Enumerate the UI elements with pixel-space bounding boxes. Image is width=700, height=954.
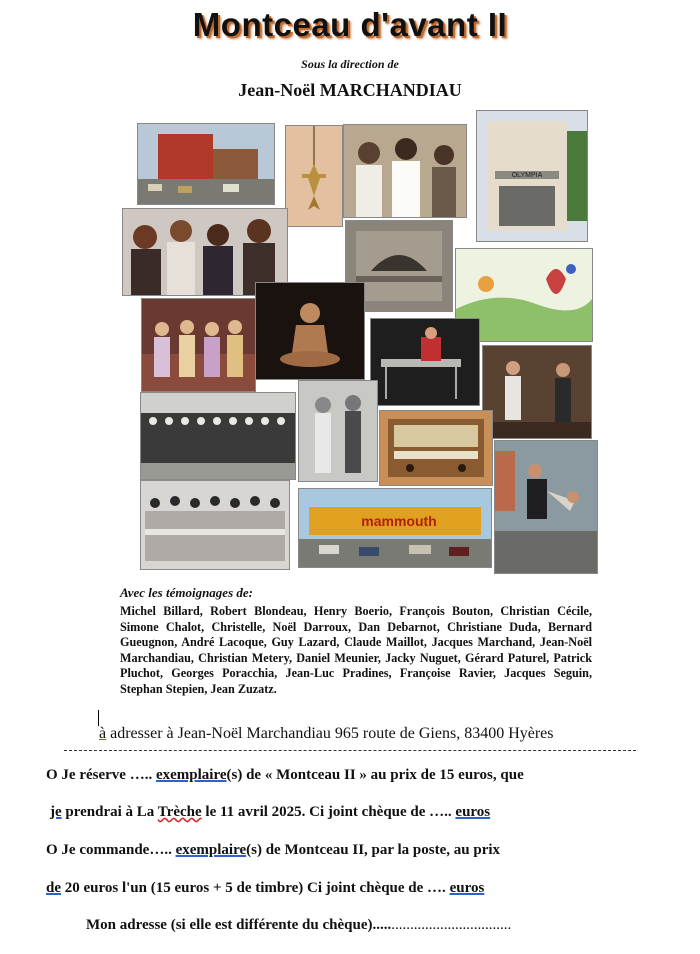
order-line-address: Mon adresse (si elle est différente du chèque).....................................	[86, 917, 512, 933]
svg-text:OLYMPIA: OLYMPIA	[511, 172, 543, 179]
dancers-street-photo	[494, 440, 598, 574]
order-line-post: de 20 euros l'un (15 euros + 5 de timbre) Ci joint chèque de …. euros	[46, 880, 485, 896]
text-cursor	[98, 710, 99, 726]
order-line-command: O Je commande….. exemplaire(s) de Montceau II, par la poste, au prix	[46, 842, 501, 858]
cinema-building-photo	[137, 123, 275, 205]
vintage-radio-photo	[379, 410, 493, 486]
cross-pendant-photo	[285, 125, 343, 227]
choir-costume-photo	[140, 480, 290, 570]
two-men-photo	[298, 380, 378, 482]
costume-group-photo	[141, 298, 256, 392]
author-name: Jean-Noël MARCHANDIAU	[238, 80, 462, 100]
cut-line-divider	[64, 750, 636, 751]
testimonies-heading: Avec les témoignages de:	[120, 585, 253, 600]
order-line-pickup: je prendrai à La Trèche le 11 avril 2025. Ci joint chèque de ….. euros	[50, 804, 491, 820]
three-women-photo	[343, 124, 467, 218]
svg-text:mammouth: mammouth	[361, 513, 437, 529]
olympia-theatre-photo	[476, 110, 588, 242]
meditating-man-photo	[255, 282, 365, 380]
address-text: adresser à Jean-Noël Marchandiau 965 route de Giens, 83400 Hyères	[106, 725, 554, 742]
office-desk-photo	[370, 318, 480, 406]
page-title: Montceau d'avant II	[192, 6, 508, 43]
band-musicians-photo	[482, 345, 592, 439]
address-prefix: à	[99, 725, 107, 742]
subtitle: Sous la direction de	[301, 57, 399, 71]
mailing-address	[99, 725, 554, 743]
order-line-reserve: O Je réserve ….. exemplaire(s) de « Montceau II » au prix de 15 euros, que	[46, 767, 524, 783]
mammouth-store-photo	[298, 488, 492, 568]
brass-band-photo	[140, 392, 296, 480]
testimonies-names: Michel Billard, Robert Blondeau, Henry Boerio, François Bouton, Christian Cécile, Simone Chalot, Christelle, Noël Darroux, Dan Debarnot, Christiane Duda, Bernard Gueugnon, André Lacoque, Guy Lazard, Claude Maillot, Jacques Marchand, Jean-Noël Marchandiau, Christian Metery, Daniel Meunier, Jacky Nuguet, Gérard Paturel, Patrick Pluchot, Georges Poracchia, Jean-Luc Pradines, Françoise Ravier, Jacques Seguin, Stephan Stepien, Jean Zuzatz.	[120, 604, 592, 696]
